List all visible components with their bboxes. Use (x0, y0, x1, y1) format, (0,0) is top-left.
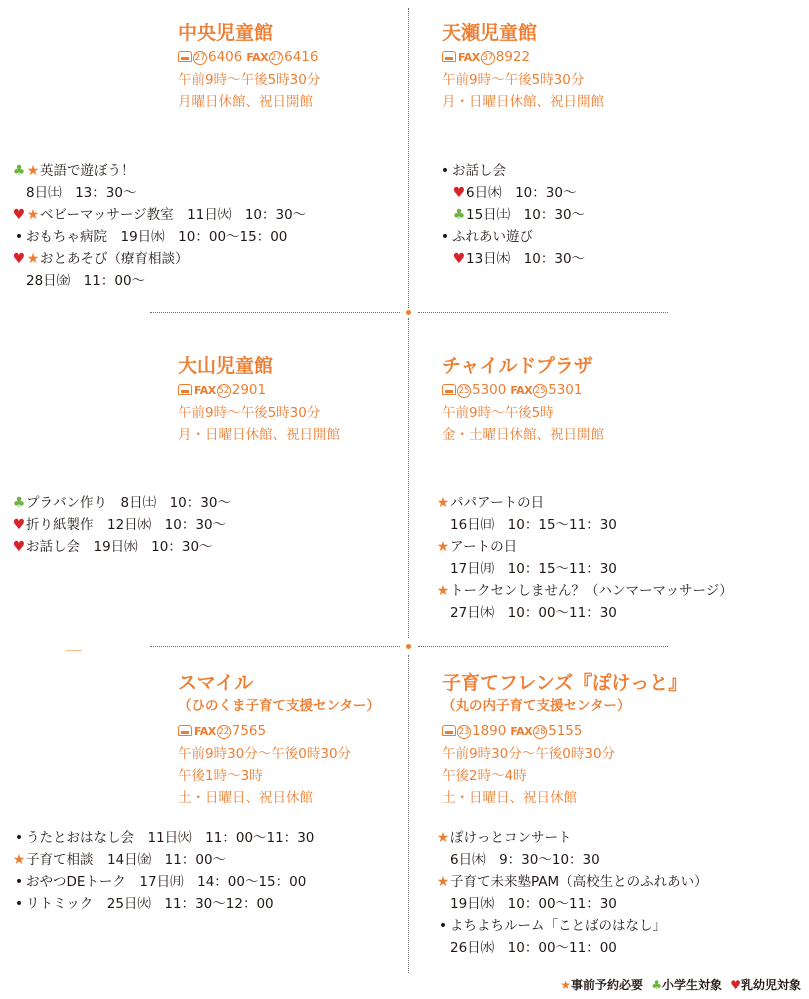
oyama-events (12, 492, 231, 558)
legend-heart-label: 乳幼児対象 (740, 978, 801, 992)
child-plaza-closed: 金・土曜日休館、祝日開館 (442, 427, 604, 443)
phone-icon (442, 725, 456, 736)
list-item: ♥折り紙製作 12日㈬ 10：30～ (12, 514, 231, 536)
amase-contact (442, 46, 604, 69)
pokketto-subtitle: （丸の内子育て支援センター） (442, 698, 631, 714)
phone-icon (178, 51, 192, 62)
phone-icon (442, 51, 456, 62)
amase-hours: 午前9時～午後5時30分 (442, 72, 585, 88)
list-item: 28日㈮ 11：00～ (26, 273, 146, 289)
list-item: • ふれあい遊び (438, 226, 585, 248)
bullet-icon: • (14, 830, 24, 846)
list-item: 26日㈬ 10：00～11：00 (450, 940, 617, 956)
pokketto-tel: 1890 (472, 723, 507, 739)
horizontal-divider-1-right (418, 312, 668, 313)
oyama-name: 大山児童館 (178, 355, 274, 377)
star-icon: ★ (26, 207, 40, 223)
oyama-hours: 午前9時～午後5時30分 (178, 405, 321, 421)
club-icon: ♣ (452, 207, 466, 223)
heart-icon: ♥ (730, 978, 741, 992)
child-plaza-events (436, 492, 733, 624)
smile-closed: 土・日曜日、祝日休館 (178, 790, 313, 806)
list-item: ★子育て相談 14日㈮ 11：00～ (12, 849, 314, 871)
vertical-divider-top (408, 8, 409, 308)
pokketto-name: 子育てフレンズ『ぽけっと』 (442, 672, 688, 694)
fax-label: FAX (510, 384, 533, 397)
list-item: 19日㈬ 10：00～11：30 (450, 896, 617, 912)
horizontal-divider-2-left (150, 646, 400, 647)
fax-label: FAX (246, 51, 269, 64)
area-code-badge: 37 (482, 53, 494, 63)
heart-icon: ♥ (12, 207, 26, 223)
list-item: ★パパアートの日 (436, 492, 733, 514)
smile-hours-2: 午後1時～3時 (178, 768, 263, 784)
bullet-icon: • (14, 896, 24, 912)
list-item: • おもちゃ病院 19日㈬ 10：00～15：00 (12, 226, 306, 248)
bullet-icon: • (14, 229, 24, 245)
oyama-closed: 月・日曜日休館、祝日開館 (178, 427, 340, 443)
child-plaza-contact (442, 379, 604, 402)
legend-club-label: 小学生対象 (662, 978, 723, 992)
child-plaza-name: チャイルドプラザ (442, 355, 593, 377)
bullet-icon: • (438, 918, 448, 934)
legend-star-label: 事前予約必要 (571, 978, 644, 992)
pokketto-contact (442, 720, 687, 743)
heart-icon: ♥ (452, 251, 466, 267)
club-icon: ♣ (651, 978, 663, 992)
heart-icon: ♥ (12, 539, 26, 555)
star-icon: ★ (436, 583, 450, 599)
list-item: 6日㈭ 9：30～10：30 (450, 852, 600, 868)
list-item: • リトミック 25日㈫ 11：30～12：00 (12, 893, 314, 915)
smile-name: スマイル (178, 672, 254, 694)
list-item: 27日㈭ 10：00～11：30 (450, 605, 617, 621)
legend (560, 976, 801, 994)
star-icon: ★ (560, 978, 572, 992)
list-item: 16日㈰ 10：15～11：30 (450, 517, 617, 533)
list-item: ★アートの日 (436, 536, 733, 558)
phone-icon (178, 725, 192, 736)
bullet-icon: • (440, 229, 450, 245)
pokketto-header (442, 670, 687, 809)
list-item: • お話し会 (438, 160, 585, 182)
area-code-badge: 27 (194, 53, 206, 63)
list-item: • うたとおはなし会 11日㈫ 11：00～11：30 (12, 827, 314, 849)
list-item: 17日㈪ 10：15～11：30 (450, 561, 617, 577)
chuo-tel: 6406 (208, 49, 243, 65)
list-item: ♥お話し会 19日㈬ 10：30～ (12, 536, 231, 558)
phone-icon (178, 384, 192, 395)
star-icon: ★ (436, 874, 450, 890)
divider-dot-2 (406, 644, 411, 649)
star-icon: ★ (26, 163, 40, 179)
area-code-badge: 52 (218, 386, 230, 396)
fax-label: FAX (510, 725, 533, 738)
pokketto-closed: 土・日曜日、祝日休館 (442, 790, 577, 806)
oyama-contact (178, 379, 340, 402)
pokketto-hours: 午前9時30分～午後0時30分 (442, 746, 616, 762)
area-code-badge: 28 (534, 727, 546, 737)
vertical-divider-middle (408, 318, 409, 638)
pokketto-events (436, 827, 708, 959)
fax-label: FAX (194, 725, 216, 738)
fax-label: FAX (458, 51, 480, 64)
bullet-icon: • (440, 163, 450, 179)
area-code-badge: 25 (458, 386, 470, 396)
amase-name: 天瀬児童館 (442, 22, 538, 44)
oyama-header (178, 353, 340, 446)
child-plaza-fax: 5301 (548, 382, 583, 398)
chuo-hours: 午前9時～午後5時30分 (178, 72, 321, 88)
smile-hours: 午前9時30分～午後0時30分 (178, 746, 352, 762)
child-plaza-header (442, 353, 604, 446)
area-code-badge: 27 (270, 53, 282, 63)
child-plaza-hours: 午前9時～午後5時 (442, 405, 554, 421)
list-item: ♣15日㈯ 10：30～ (438, 204, 585, 226)
list-item: 8日㈯ 13：30～ (26, 185, 137, 201)
star-icon: ★ (436, 539, 450, 555)
phone-icon (442, 384, 456, 395)
amase-events (438, 160, 585, 270)
chuo-closed: 月曜日休館、祝日開館 (178, 94, 313, 110)
area-code-badge: 22 (218, 727, 230, 737)
divider-dot-1 (406, 310, 411, 315)
list-item: ♣★英語で遊ぼう！ (12, 160, 306, 182)
chuo-name: 中央児童館 (178, 22, 274, 44)
heart-icon: ♥ (12, 517, 26, 533)
smile-header (178, 670, 380, 809)
list-item: ♣プラバン作り 8日㈯ 10：30～ (12, 492, 231, 514)
smile-contact (178, 720, 380, 743)
amase-tel-fax: 8922 (495, 49, 531, 65)
star-icon: ★ (26, 251, 40, 267)
bullet-icon: • (14, 874, 24, 890)
area-code-badge: 23 (458, 727, 470, 737)
star-icon: ★ (436, 830, 450, 846)
smile-events (12, 827, 314, 915)
chuo-fax: 6416 (284, 49, 319, 65)
amase-closed: 月・日曜日休館、祝日開館 (442, 94, 604, 110)
chuo-header (178, 20, 320, 113)
fax-label: FAX (194, 384, 216, 397)
club-icon: ♣ (12, 163, 26, 179)
list-item: ♥6日㈭ 10：30～ (438, 182, 585, 204)
horizontal-divider-1-left (150, 312, 400, 313)
chuo-contact (178, 46, 320, 69)
list-item: • おやつDEトーク 17日㈪ 14：00～15：00 (12, 871, 314, 893)
pokketto-hours-2: 午後2時～4時 (442, 768, 527, 784)
heart-icon: ♥ (452, 185, 466, 201)
horizontal-divider-2-right (418, 646, 668, 647)
vertical-divider-bottom (408, 655, 409, 973)
list-item: ★子育て未来塾PAM（高校生とのふれあい） (436, 871, 708, 893)
smile-tel-fax: 7565 (231, 723, 267, 739)
club-icon: ♣ (12, 495, 26, 511)
list-item: ★トークセンしません？（ハンマーマッサージ） (436, 580, 733, 602)
list-item: ♥★おとあそび（療育相談） (12, 248, 306, 270)
list-item: ♥13日㈭ 10：30～ (438, 248, 585, 270)
pokketto-fax: 5155 (548, 723, 583, 739)
oyama-tel-fax: 2901 (231, 382, 267, 398)
star-icon: ★ (436, 495, 450, 511)
list-item: • よちよちルーム「ことばのはなし」 (436, 915, 708, 937)
child-plaza-tel: 5300 (472, 382, 507, 398)
star-icon: ★ (12, 852, 26, 868)
smile-subtitle: （ひのくま子育て支援センター） (178, 698, 380, 714)
decorative-dash (66, 650, 82, 651)
list-item: ★ぽけっとコンサート (436, 827, 708, 849)
amase-header (442, 20, 604, 113)
list-item: ♥★ベビーマッサージ教室 11日㈫ 10：30～ (12, 204, 306, 226)
area-code-badge: 25 (534, 386, 546, 396)
chuo-events (12, 160, 306, 292)
heart-icon: ♥ (12, 251, 26, 267)
